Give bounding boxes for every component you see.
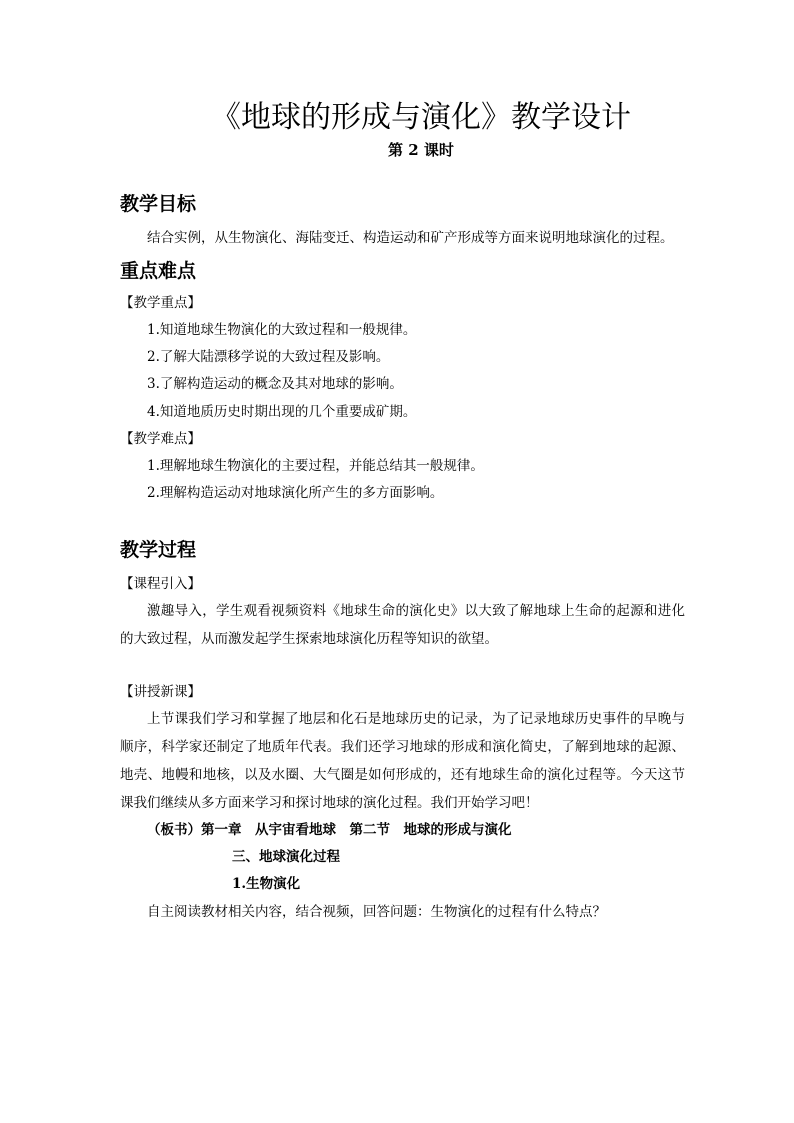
intro-label: 【课程引入】 — [120, 576, 201, 592]
process-heading: 教学过程 — [120, 539, 197, 561]
document-subtitle: 第 2 课时 — [388, 141, 454, 159]
new-lesson-label: 【讲授新课】 — [120, 684, 201, 700]
new-lesson-text: 上节课我们学习和掌握了地层和化石是地球历史的记录，为了记录地球历史事件的早晚与顺序，科学家还制定了地质年代表。我们还学习地球的形成和演化简史，了解到地球的起源、地壳、地幔和地核，以及水圈、大气圈是如何形成的，还有地球生命的演化过程等。今天这节课我们继续从多方面来学习和探讨地球的演化过程。我们开始学习吧！ — [120, 711, 685, 811]
difficulty-2: 2.理解构造运动对地球演化所产生的多方面影响。 — [147, 485, 444, 501]
key-point-3: 3.了解构造运动的概念及其对地球的影响。 — [147, 376, 403, 392]
intro-text: 激趣导入，学生观看视频资料《地球生命的演化史》以大致了解地球上生命的起源和进化的大致过程，从而激发起学生探索地球演化历程等知识的欲望。 — [120, 603, 685, 647]
key-points-label: 【教学重点】 — [120, 295, 201, 311]
question-text: 自主阅读教材相关内容，结合视频，回答问题：生物演化的过程有什么特点？ — [147, 904, 606, 920]
key-point-2: 2.了解大陆漂移学说的大致过程及影响。 — [147, 349, 390, 365]
goal-text: 结合实例，从生物演化、海陆变迁、构造运动和矿产形成等方面来说明地球演化的过程。 — [147, 230, 674, 246]
key-heading: 重点难点 — [120, 260, 197, 282]
board-subheading-2: 1.生物演化 — [232, 876, 301, 892]
board-subheading: 三、地球演化过程 — [232, 849, 340, 865]
board-line: （板书）第一章 从宇宙看地球 第二节 地球的形成与演化 — [147, 822, 512, 838]
difficulty-1: 1.理解地球生物演化的主要过程，并能总结其一般规律。 — [147, 458, 484, 474]
difficulty-label: 【教学难点】 — [120, 431, 201, 447]
key-point-4: 4.知道地质历史时期出现的几个重要成矿期。 — [147, 404, 417, 420]
goal-heading: 教学目标 — [120, 193, 197, 215]
key-point-1: 1.知道地球生物演化的大致过程和一般规律。 — [147, 322, 417, 338]
document-title: 《地球的形成与演化》教学设计 — [211, 100, 631, 135]
